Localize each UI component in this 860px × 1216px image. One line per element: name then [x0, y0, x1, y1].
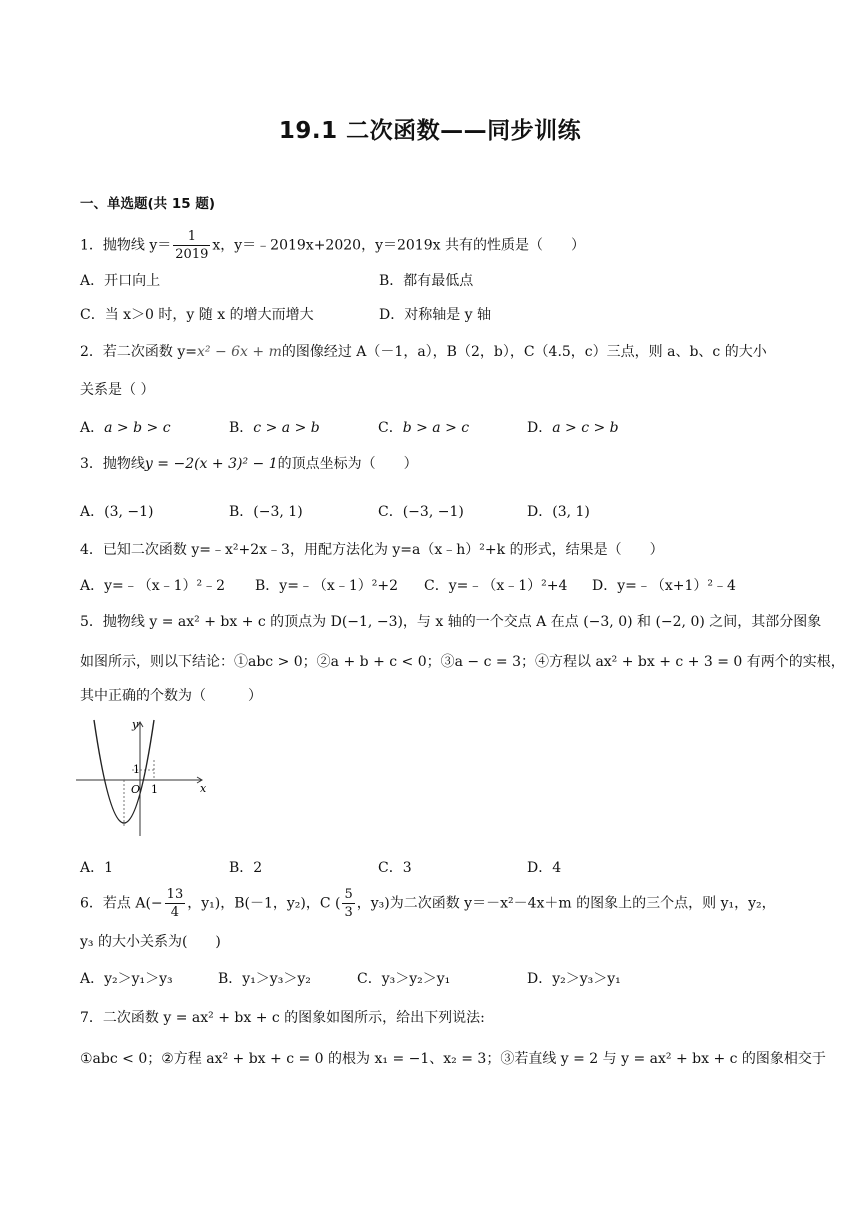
q1-tail: 共有的性质是（ ） — [444, 237, 585, 254]
q3-option-a: A．(3, −1) — [80, 504, 154, 520]
q1-option-a: A．开口向上 — [80, 273, 161, 289]
question-1-stem — [80, 228, 585, 263]
q4-option-b: B．y=﹣（x﹣1）²+2 — [255, 578, 398, 594]
q3-prefix: 3．抛物线 — [80, 456, 145, 472]
q6-tail: ，y₃)为二次函数 y＝－x²－4x＋m 的图象上的三个点，则 y₁，y₂， — [356, 895, 776, 912]
q7-stem-line-2: ①abc < 0；②方程 ax² + bx + c = 0 的根为 x₁ = −1、x₂ = 3；③若直线 y = 2 与 y = ax² + bx + c 的图象相交于 — [80, 1051, 826, 1067]
q2-prefix: 2．若二次函数 y= — [80, 344, 197, 360]
q3-formula: y = −2(x + 3)² − 1 — [144, 456, 278, 472]
q5-stem-line-2: 如图所示，则以下结论：①abc > 0；②a + b + c < 0；③a − c = 3；④方程以 ax² + bx + c + 3 = 0 有两个的实根， — [80, 654, 845, 670]
q6-option-b: B．y₁＞y₃＞y₂ — [218, 971, 311, 987]
question-6-stem — [80, 886, 776, 921]
graph-y-label: y — [132, 718, 139, 731]
q6-option-a: A．y₂＞y₁＞y₃ — [80, 971, 173, 987]
q1-prefix: 1．抛物线 y＝ — [80, 237, 172, 254]
q5-option-b: B．2 — [229, 860, 263, 876]
q3-option-c: C．(−3, −1) — [378, 504, 464, 520]
q2-option-c: C．b > a > c — [378, 420, 470, 436]
graph-x-one-label: 1 — [151, 783, 158, 796]
q2-option-d: D．a > c > b — [527, 420, 619, 436]
section-heading: 一、单选题(共 15 题) — [80, 196, 216, 212]
question-4-stem: 4．已知二次函数 y=﹣x²+2x﹣3，用配方法化为 y=a（x﹣h）²+k 的形式，结果是（ ） — [80, 542, 664, 558]
q3-tail: 的顶点坐标为（ ） — [277, 456, 418, 472]
q4-option-a: A．y=﹣（x﹣1）²﹣2 — [80, 578, 226, 594]
q6-mid: ，y₁)，B(－1，y₂)，C ( — [187, 895, 341, 912]
q5-option-a: A．1 — [80, 860, 114, 876]
q5-parabola-graph — [74, 716, 214, 840]
q6-stem-line-2: y₃ 的大小关系为( ) — [80, 934, 221, 950]
q2-option-a: A．a > b > c — [80, 420, 171, 436]
question-3-stem — [80, 454, 418, 474]
q6-prefix: 6．若点 A(− — [80, 895, 163, 912]
q1-option-b: B．都有最低点 — [379, 273, 474, 289]
graph-x-label: x — [200, 782, 207, 795]
q3-option-d: D．(3, 1) — [527, 504, 590, 520]
q4-option-d: D．y=﹣（x+1）²﹣4 — [592, 578, 736, 594]
q5-option-c: C．3 — [378, 860, 412, 876]
q1-option-c: C．当 x＞0 时，y 随 x 的增大而增大 — [80, 307, 314, 323]
q6-option-c: C．y₃＞y₂＞y₁ — [357, 971, 451, 987]
question-2-stem — [80, 342, 767, 362]
q2-option-b: B．c > a > b — [229, 420, 320, 436]
page-title: 19.1 二次函数——同步训练 — [278, 118, 582, 144]
q5-stem-line-3: 其中正确的个数为（ ） — [80, 688, 262, 704]
parabola-curve — [94, 720, 154, 823]
q6-fraction-2: $\frac{5}{3}$ — [344, 887, 353, 920]
q4-option-c: C．y=﹣（x﹣1）²+4 — [424, 578, 568, 594]
graph-y-one-label: 1 — [133, 763, 140, 776]
q3-option-b: B．(−3, 1) — [229, 504, 303, 520]
question-7-stem: 7．二次函数 y = ax² + bx + c 的图象如图所示，给出下列说法: — [80, 1010, 485, 1026]
q5-option-d: D．4 — [527, 860, 562, 876]
q1-mid: x，y＝﹣2019x+2020，y＝2019x — [212, 237, 441, 254]
q2-formula: x² − 6x + m — [197, 344, 282, 360]
q2-tail: 的图像经过 A（－1，a），B（2，b），C（4.5，c）三点，则 a、b、c 的大小 — [281, 344, 767, 360]
question-5-stem: 5．抛物线 y = ax² + bx + c 的顶点为 D(−1, −3)，与 x 轴的一个交点 A 在点 (−3, 0) 和 (−2, 0) 之间，其部分图象 — [80, 614, 822, 630]
q6-fraction-1: $\frac{13}{4}$ — [166, 887, 184, 920]
graph-origin-label: O — [131, 783, 141, 796]
q1-option-d: D．对称轴是 y 轴 — [379, 307, 492, 323]
q6-option-d: D．y₂＞y₃＞y₁ — [527, 971, 621, 987]
q1-fraction: $\frac{1}{2019}$ — [175, 229, 209, 262]
q2-stem-line-2: 关系是（ ） — [80, 382, 155, 398]
